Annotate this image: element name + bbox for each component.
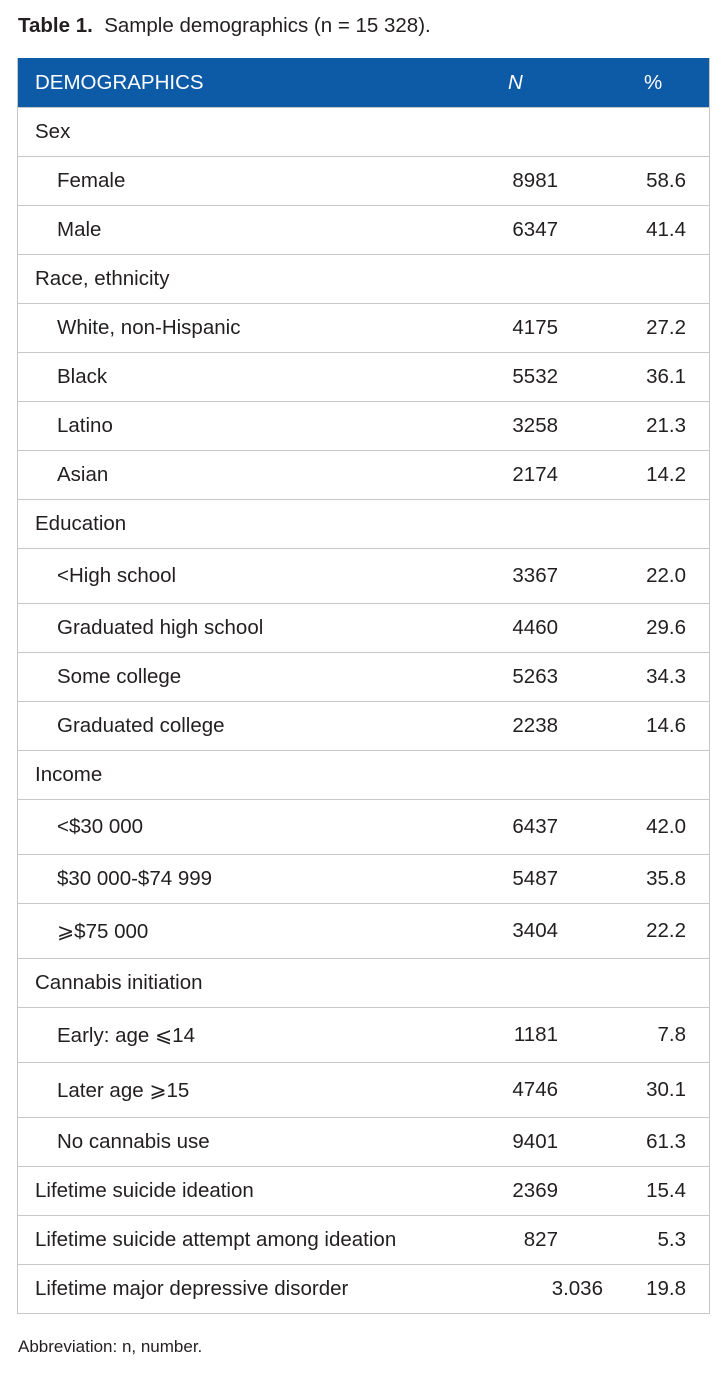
- table-row-no-cannabis-use: [18, 1117, 709, 1166]
- row-n: 5263: [512, 665, 558, 688]
- table-row-cannabis-later: [18, 1062, 709, 1117]
- row-percent: 22.2: [646, 919, 686, 942]
- table-row-white: [18, 303, 709, 352]
- row-n: 9401: [512, 1130, 558, 1153]
- table-row-income-under-30000: [18, 799, 709, 854]
- row-label: Graduated college: [57, 714, 225, 737]
- row-label: Early: age ⩽14: [57, 1023, 195, 1047]
- table-row-female: [18, 156, 709, 205]
- header-demographics: DEMOGRAPHICS: [35, 70, 204, 94]
- row-percent: 15.4: [646, 1179, 686, 1202]
- table-row-asian: [18, 450, 709, 499]
- table-row-cannabis-initiation: [18, 958, 709, 1007]
- table-row-suicide-attempt: [18, 1215, 709, 1264]
- row-label: <$30 000: [57, 815, 144, 838]
- row-percent: 41.4: [646, 218, 686, 241]
- row-n: 3404: [512, 919, 558, 942]
- table-header-row: [18, 58, 709, 107]
- table-row-male: [18, 205, 709, 254]
- table-caption-label: Table 1.: [18, 14, 93, 37]
- row-label: Graduated high school: [57, 616, 264, 639]
- row-label: $30 000-$74 999: [57, 867, 213, 890]
- table-row-income: [18, 750, 709, 799]
- demographics-table: [17, 58, 710, 1314]
- header-n: N: [508, 70, 523, 94]
- row-n: 3.036: [551, 1277, 603, 1300]
- row-percent: 35.8: [646, 867, 686, 890]
- row-percent: 7.8: [657, 1023, 686, 1046]
- header-percent: %: [644, 70, 663, 94]
- row-percent: 34.3: [646, 665, 686, 688]
- table-row-less-than-high-school: [18, 548, 709, 603]
- table-row-graduated-high-school: [18, 603, 709, 652]
- table-row-race-ethnicity: [18, 254, 709, 303]
- table-row-sex: [18, 107, 709, 156]
- row-label: Lifetime major depressive disorder: [35, 1277, 349, 1300]
- table-footnote: Abbreviation: n, number.: [18, 1337, 203, 1356]
- row-percent: 19.8: [646, 1277, 686, 1300]
- row-n: 2369: [512, 1179, 558, 1202]
- row-percent: 14.2: [646, 463, 686, 486]
- row-percent: 30.1: [646, 1078, 686, 1101]
- row-n: 4460: [512, 616, 558, 639]
- row-label: Race, ethnicity: [35, 267, 170, 290]
- row-label: White, non-Hispanic: [57, 316, 241, 339]
- row-n: 1181: [513, 1023, 558, 1046]
- row-label: <High school: [57, 564, 177, 587]
- row-label: Female: [57, 169, 126, 192]
- row-percent: 5.3: [657, 1228, 686, 1251]
- row-percent: 27.2: [646, 316, 686, 339]
- row-n: 4746: [512, 1078, 558, 1101]
- row-percent: 14.6: [646, 714, 686, 737]
- row-percent: 21.3: [646, 414, 686, 437]
- row-n: 6347: [512, 218, 558, 241]
- row-percent: 36.1: [646, 365, 686, 388]
- table-row-income-75000-plus: [18, 903, 709, 958]
- table-caption: [18, 12, 431, 40]
- row-n: 5487: [512, 867, 558, 890]
- row-percent: 58.6: [646, 169, 686, 192]
- table-row-latino: [18, 401, 709, 450]
- row-percent: 22.0: [646, 564, 686, 587]
- row-label: Latino: [57, 414, 113, 437]
- row-label: Later age ⩾15: [57, 1078, 190, 1102]
- table-caption-text: Sample demographics (n = 15 328).: [104, 14, 431, 37]
- row-label: Cannabis initiation: [35, 971, 203, 994]
- table-row-graduated-college: [18, 701, 709, 750]
- row-label: Sex: [35, 120, 71, 143]
- row-label: Education: [35, 512, 127, 535]
- row-n: 6437: [512, 815, 558, 838]
- row-percent: 42.0: [646, 815, 686, 838]
- row-n: 3258: [512, 414, 558, 437]
- table-row-education: [18, 499, 709, 548]
- row-n: 2174: [512, 463, 558, 486]
- table-row-black: [18, 352, 709, 401]
- row-n: 827: [523, 1228, 558, 1251]
- row-n: 3367: [512, 564, 558, 587]
- row-label: Black: [57, 365, 108, 388]
- row-label: Some college: [57, 665, 182, 688]
- table-row-depressive-disorder: [18, 1264, 709, 1313]
- row-n: 5532: [512, 365, 558, 388]
- row-label: Lifetime suicide ideation: [35, 1179, 254, 1202]
- table-row-income-30000-74999: [18, 854, 709, 903]
- row-n: 2238: [512, 714, 558, 737]
- table-row-suicide-ideation: [18, 1166, 709, 1215]
- row-label: No cannabis use: [57, 1130, 210, 1153]
- row-n: 4175: [512, 316, 558, 339]
- row-percent: 29.6: [646, 616, 686, 639]
- table-row-some-college: [18, 652, 709, 701]
- row-percent: 61.3: [646, 1130, 686, 1153]
- row-label: Income: [35, 763, 103, 786]
- row-label: Lifetime suicide attempt among ideation: [35, 1228, 397, 1251]
- row-n: 8981: [512, 169, 558, 192]
- row-label: Asian: [57, 463, 109, 486]
- table-row-cannabis-early: [18, 1007, 709, 1062]
- row-label: ⩾$75 000: [57, 919, 149, 943]
- row-label: Male: [57, 218, 102, 241]
